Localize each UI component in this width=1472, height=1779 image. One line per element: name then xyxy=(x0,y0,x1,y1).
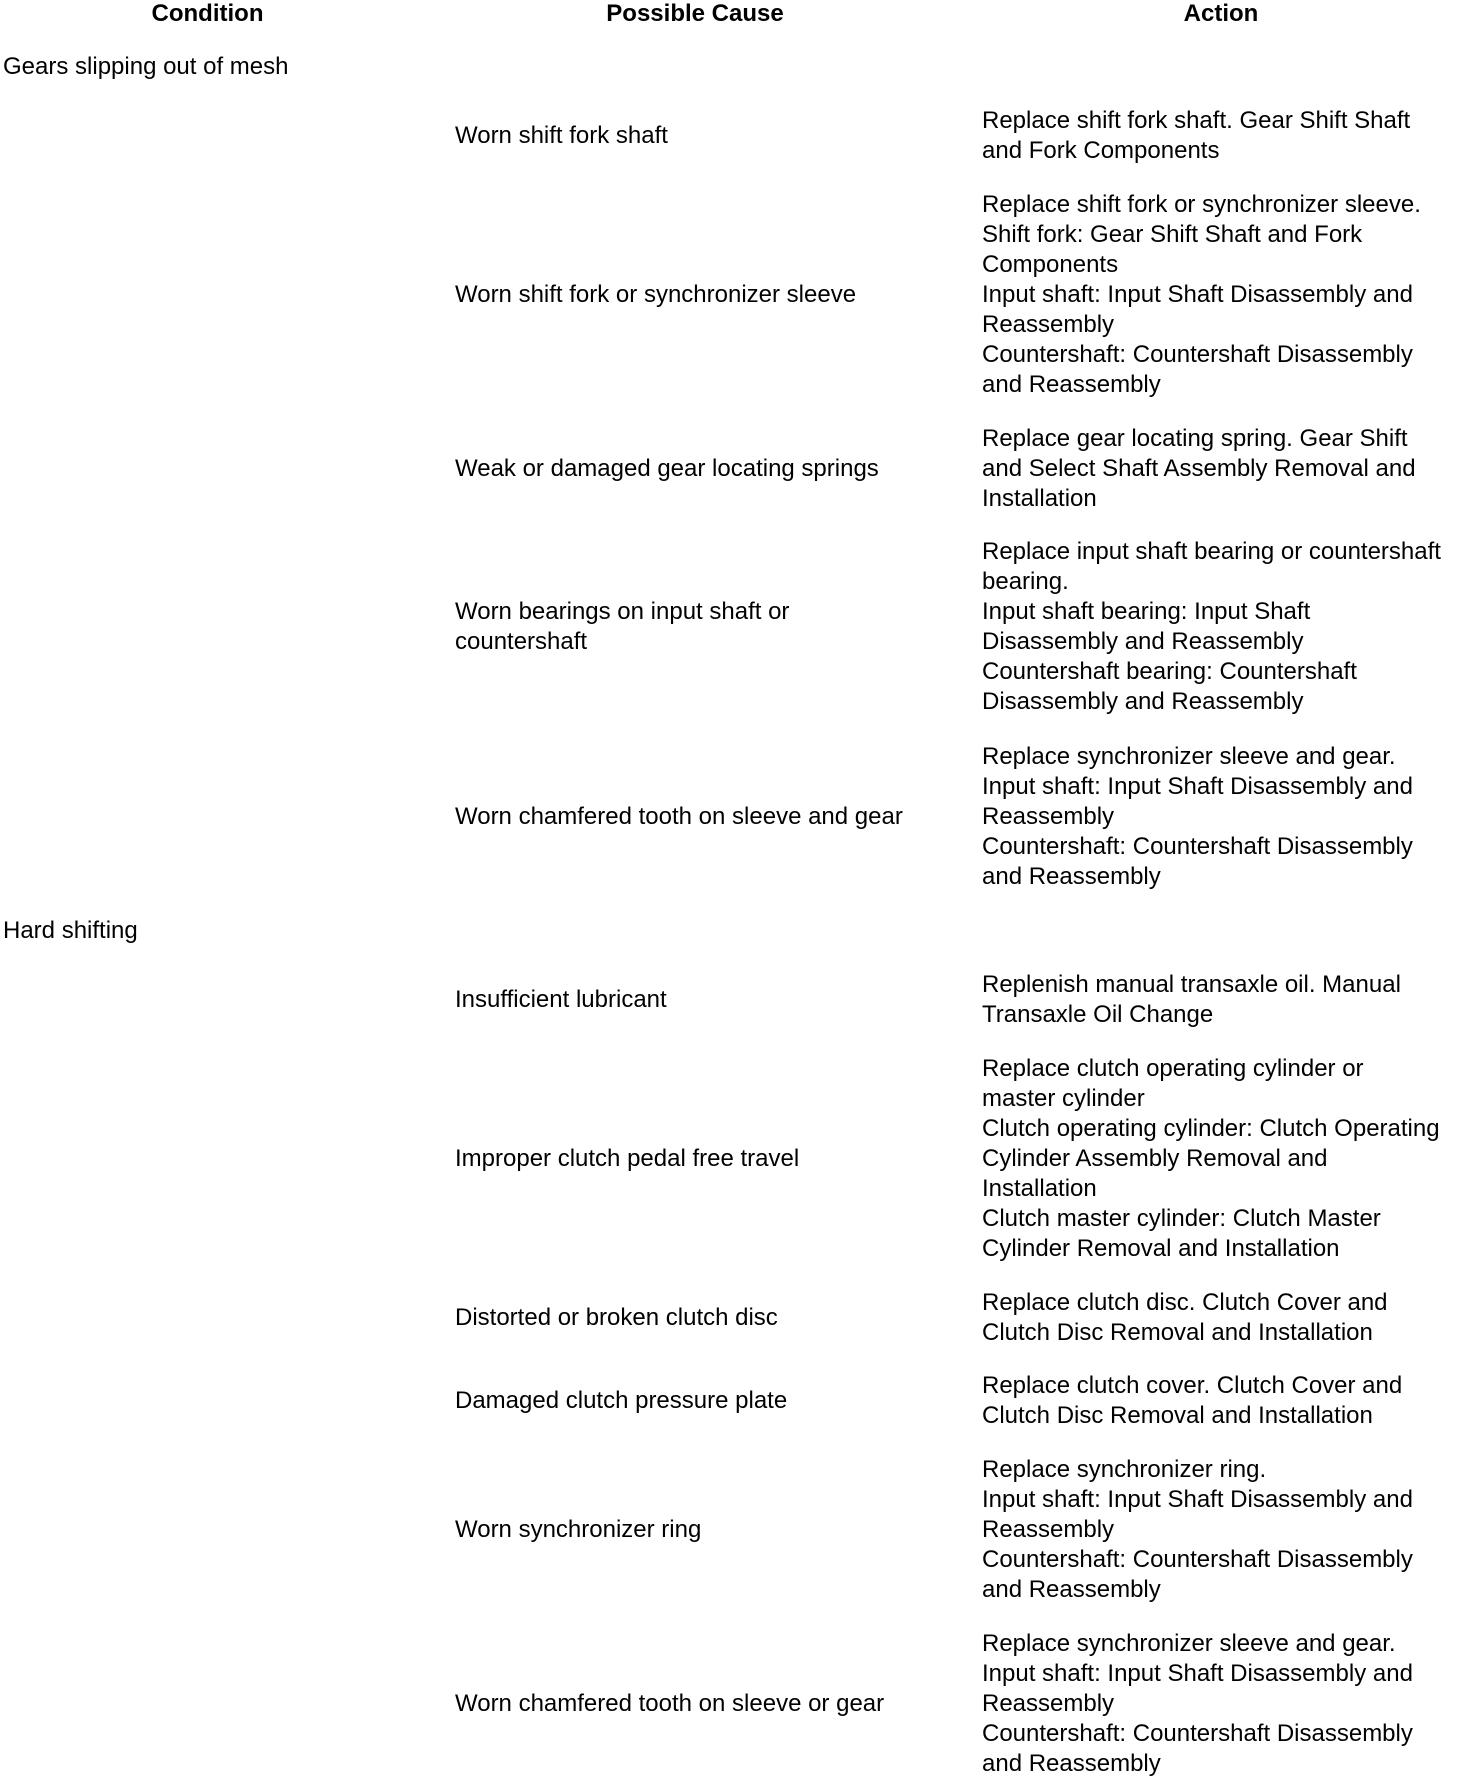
cause-cell: Worn synchronizer ring xyxy=(455,1516,702,1543)
header-action: Action xyxy=(1183,0,1259,27)
action-cell: Replace synchronizer ring. Input shaft: Input Shaft Disassembly and Reassembly Countershaft: Countershaft Disassembly and Reassembly xyxy=(982,1456,1413,1603)
cause-cell: Worn bearings on input shaft or countershaft xyxy=(455,598,790,655)
action-cell: Replace clutch disc. Clutch Cover and Clutch Disc Removal and Installation xyxy=(982,1289,1388,1346)
cause-cell: Improper clutch pedal free travel xyxy=(455,1145,800,1172)
header-condition: Condition xyxy=(151,0,264,27)
cause-cell: Worn shift fork shaft xyxy=(455,122,668,149)
action-cell: Replace synchronizer sleeve and gear. Input shaft: Input Shaft Disassembly and Reassembly Countershaft: Countershaft Disassembly and Reassembly xyxy=(982,1630,1413,1777)
cause-cell: Worn shift fork or synchronizer sleeve xyxy=(455,281,857,308)
cause-cell: Worn chamfered tooth on sleeve and gear xyxy=(455,803,903,830)
action-cell: Replace shift fork or synchronizer sleeve. Shift fork: Gear Shift Shaft and Fork Components Input shaft: Input Shaft Disassembly and Reassembly Countershaft: Countershaft Disassembly and Reassembly xyxy=(982,191,1421,398)
cause-cell: Insufficient lubricant xyxy=(455,986,667,1013)
cause-cell: Weak or damaged gear locating springs xyxy=(455,455,879,482)
condition-label: Hard shifting xyxy=(3,917,138,944)
action-cell: Replace input shaft bearing or countershaft bearing. Input shaft bearing: Input Shaft Disassembly and Reassembly Countershaft bearing: Countershaft Disassembly and Reassembly xyxy=(982,538,1441,715)
cause-cell: Worn chamfered tooth on sleeve or gear xyxy=(455,1690,885,1717)
action-cell: Replace clutch operating cylinder or master cylinder Clutch operating cylinder: Clutch Operating Cylinder Assembly Removal and Installation Clutch master cylinder: Clutch Master Cylinder Removal and Installation xyxy=(982,1055,1440,1262)
cause-cell: Distorted or broken clutch disc xyxy=(455,1304,778,1331)
action-cell: Replace synchronizer sleeve and gear. Input shaft: Input Shaft Disassembly and Reassembly Countershaft: Countershaft Disassembly and Reassembly xyxy=(982,743,1413,890)
action-cell: Replenish manual transaxle oil. Manual Transaxle Oil Change xyxy=(982,971,1401,1028)
action-cell: Replace clutch cover. Clutch Cover and Clutch Disc Removal and Installation xyxy=(982,1372,1403,1429)
action-cell: Replace gear locating spring. Gear Shift and Select Shaft Assembly Removal and Installation xyxy=(982,425,1416,512)
cause-cell: Damaged clutch pressure plate xyxy=(455,1387,788,1414)
header-possible-cause: Possible Cause xyxy=(606,0,784,27)
action-cell: Replace shift fork shaft. Gear Shift Shaft and Fork Components xyxy=(982,107,1411,164)
condition-label: Gears slipping out of mesh xyxy=(3,53,289,80)
